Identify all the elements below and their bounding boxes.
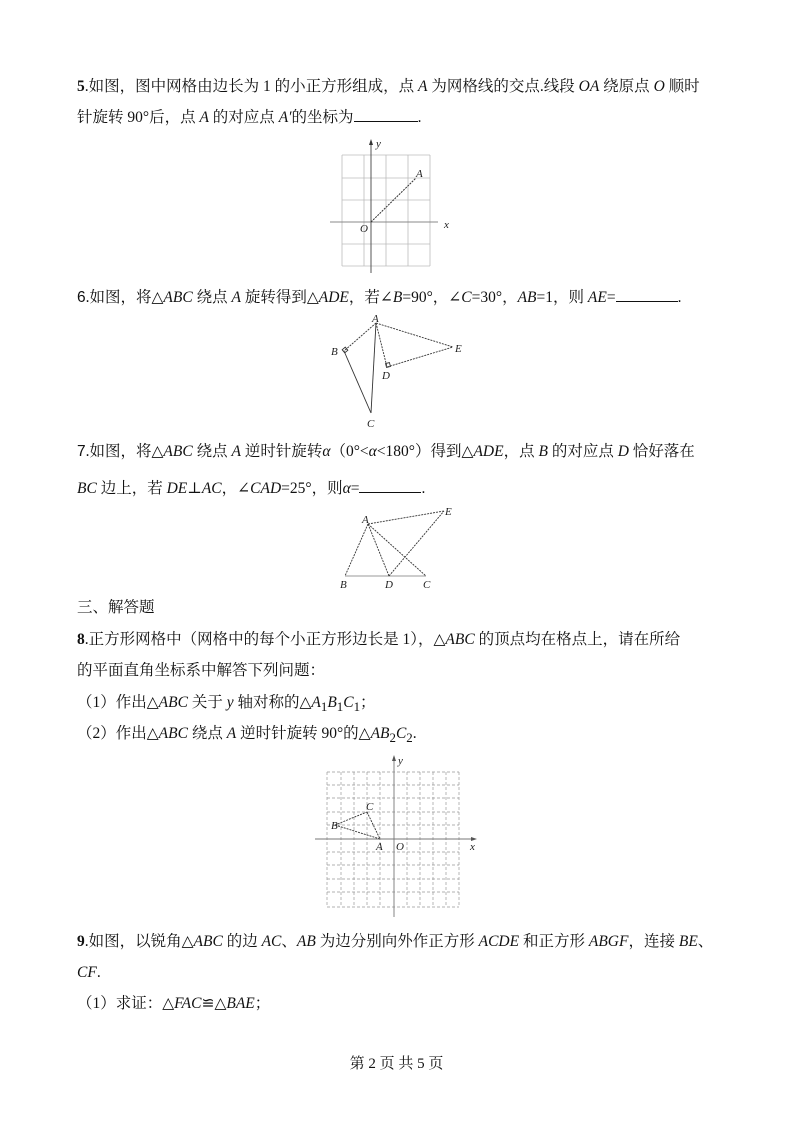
q8-label-B: B: [331, 820, 338, 832]
q6-segment-AB: [344, 323, 376, 351]
q6-right-angle-D: [386, 363, 391, 368]
q5-label-O: O: [360, 223, 368, 235]
q6-segment-AC: [371, 323, 376, 413]
q8-dashed-grid: [327, 772, 459, 907]
q5-y-arrow-icon: [369, 139, 373, 145]
q5-line2: 针旋转 90°后，点 A 的对应点 A′的坐标为 .: [77, 109, 422, 126]
q7-segment-DE: [389, 511, 444, 576]
page-footer: 第 2 页 共 5 页: [349, 1056, 444, 1072]
q7-segment-AD: [368, 524, 389, 576]
q7-number: 7: [77, 443, 86, 460]
q5-line1: 5.如图，图中网格由边长为 1 的小正方形组成，点 A 为网格线的交点.线段 OA 绕原点 O 顺时: [77, 78, 700, 95]
q5-answer-blank[interactable]: [354, 107, 418, 122]
q7-triangle-figure: [330, 500, 470, 595]
q8-label-A: A: [376, 841, 383, 853]
q7-line2: BC 边上，若 DE⊥AC，∠CAD=25°，则α= .: [77, 480, 426, 497]
q6-answer-blank[interactable]: [616, 287, 678, 302]
q6-segment-BC: [344, 351, 371, 413]
q6-label-E: E: [455, 343, 462, 355]
q6-label-C: C: [367, 418, 375, 430]
q8-coordinate-grid-figure: [315, 750, 485, 920]
q7-segment-AB: [345, 524, 368, 576]
q8-segment-AB: [335, 825, 380, 839]
q8-label-x: x: [470, 841, 475, 853]
q9-line1: 9.如图，以锐角△ABC 的边 AC、AB 为边分别向外作正方形 ACDE 和正方形 ABGF，连接 BE、: [77, 933, 714, 950]
q6-segment-DE: [387, 347, 453, 367]
q5-label-y: y: [376, 138, 381, 150]
q8-part2: （2）作出△ABC 绕点 A 逆时针旋转 90°的$\triangle AB_2C_2$.: [77, 725, 417, 746]
q9-line2: CF.: [77, 964, 101, 981]
q6-line1: 6.如图，将△ABC 绕点 A 旋转得到△ADE，若∠B=90°，∠C=30°，AB=1，则 AE= .: [77, 289, 682, 306]
q8-segment-BC: [335, 812, 367, 825]
q5-grid-figure: [330, 133, 460, 273]
q7-answer-blank[interactable]: [359, 478, 421, 493]
q8-number: 8: [77, 631, 85, 648]
q8-segment-CA: [367, 812, 380, 839]
q7-label-E: E: [445, 506, 452, 518]
section-heading: 三、解答题: [77, 599, 155, 616]
q8-label-C: C: [366, 801, 374, 813]
q6-number: 6: [77, 289, 86, 306]
q5-label-x: x: [444, 219, 449, 231]
q7-label-B: B: [340, 579, 347, 591]
q7-label-A: A: [362, 514, 369, 526]
q6-label-A: A: [372, 315, 379, 325]
q8-label-O: O: [396, 841, 404, 853]
q7-label-D: D: [385, 579, 393, 591]
q6-right-angle-B: [342, 347, 348, 353]
q7-segment-AC: [368, 524, 426, 576]
q8-y-arrow-icon: [392, 755, 396, 761]
q9-part1: （1）求证：△FAC≌△BAE；: [77, 995, 271, 1012]
q8-label-y: y: [398, 755, 403, 767]
q6-label-B: B: [331, 346, 338, 358]
q7-line1: 7.如图，将△ABC 绕点 A 逆时针旋转α（0°<α<180°）得到△ADE，点 B 的对应点 D 恰好落在: [77, 443, 695, 460]
q7-label-C: C: [423, 579, 431, 591]
q6-label-D: D: [382, 370, 390, 382]
q6-triangle-figure: [325, 315, 475, 430]
q8-part1: （1）作出△ABC 关于 y 轴对称的$\triangle A_1B_1C_1$；: [77, 694, 376, 715]
q8-line1: 8.正方形网格中（网格中的每个小正方形边长是 1），△ABC 的顶点均在格点上，请在所给: [77, 631, 681, 648]
q6-segment-AD: [376, 323, 387, 367]
q5-number: 5: [77, 78, 85, 95]
q9-number: 9: [77, 933, 85, 950]
q7-segment-AE: [368, 511, 444, 524]
q8-line2: 的平面直角坐标系中解答下列问题：: [77, 662, 326, 679]
q6-segment-AE: [376, 323, 453, 347]
q5-label-A: A: [416, 168, 423, 180]
